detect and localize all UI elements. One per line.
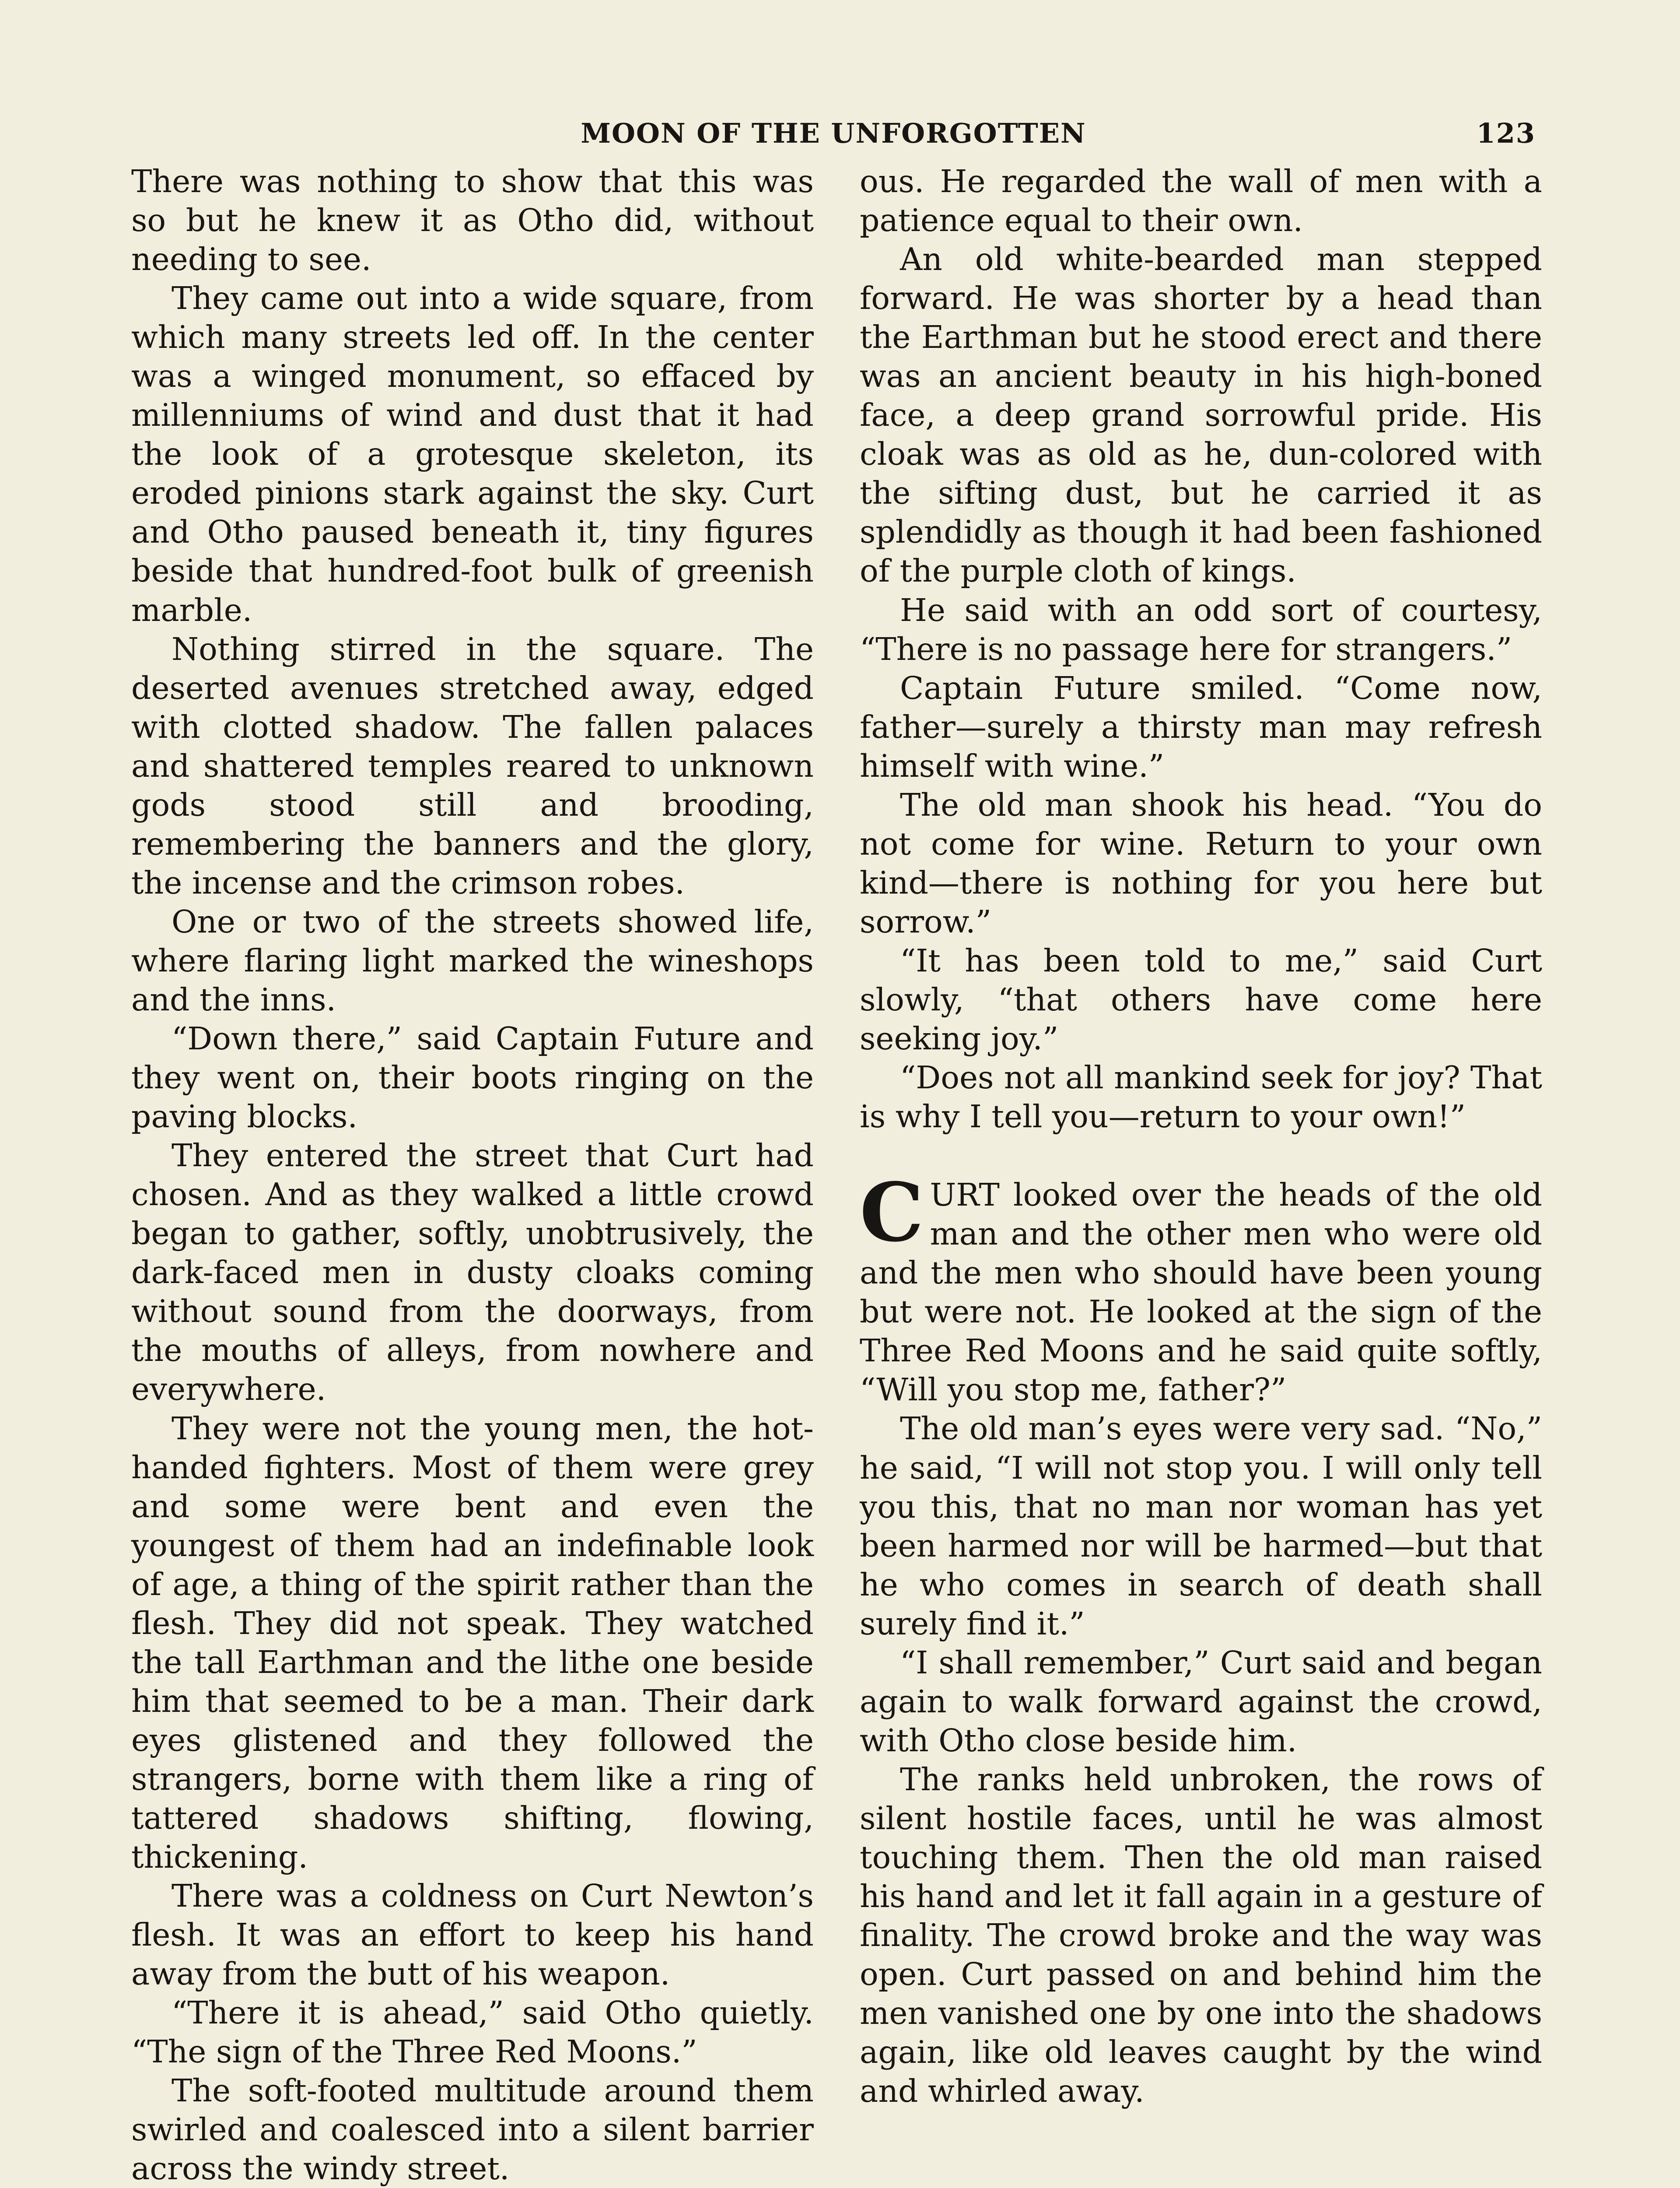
- running-header: [131, 117, 1536, 152]
- left-column: [131, 162, 814, 2188]
- paragraph: There was a coldness on Curt Newton’s flesh. It was an effort to keep his hand away from the butt of his weapon.: [131, 1878, 814, 1992]
- paragraph: Nothing stirred in the square. The deserted avenues stretched away, edged with clotted shadow. The fallen palaces and shattered temples reared to unknown gods stood still and brooding, remembering the banners and the glory, the incense and the crimson robes.: [131, 631, 814, 901]
- page-number: 123: [1476, 117, 1536, 149]
- paragraph: They entered the street that Curt had chosen. And as they walked a little crowd began to gather, softly, unobtrusively, the dark-faced men in dusty cloaks coming without sound from the doorways, from the mouths of alleys, from nowhere and everywhere.: [131, 1137, 814, 1408]
- paragraph: “Down there,” said Captain Future and they went on, their boots ringing on the paving blocks.: [131, 1020, 814, 1135]
- paragraph: They were not the young men, the hot-handed fighters. Most of them were grey and some were bent and even the youngest of them had an indefinable look of age, a thing of the spirit rather than the flesh. They did not speak. They watched the tall Earthman and the lithe one beside him that seemed to be a man. Their dark eyes glistened and they followed the strangers, borne with them like a ring of tattered shadows shifting, flowing, thickening.: [131, 1410, 814, 1876]
- paragraph: “Does not all mankind seek for joy? That is why I tell you—return to your own!”: [860, 1059, 1542, 1135]
- section-opening-paragraph: [860, 1165, 1542, 1409]
- paragraph: There was nothing to show that this was so but he knew it as Otho did, without needing to see.: [131, 163, 814, 278]
- paragraph: An old white-bearded man stepped forward. He was shorter by a head than the Earthman but he stood erect and there was an ancient beauty in his high-boned face, a deep grand sorrowful pride. His cloak was as old as he, dun-colored with the sifting dust, but he carried it as splendidly as though it had been fashioned of the purple cloth of kings.: [860, 241, 1542, 589]
- paragraph: “There it is ahead,” said Otho quietly. “The sign of the Three Red Moons.”: [131, 1995, 814, 2070]
- paragraph: The old man shook his head. “You do not come for wine. Return to your own kind—there is nothing for you here but sorrow.”: [860, 786, 1542, 940]
- paragraph: The old man’s eyes were very sad. “No,” he said, “I will not stop you. I will only tell you this, that no man nor woman has yet been harmed nor will be harmed—but that he who comes in search of death shall surely find it.”: [860, 1410, 1542, 1642]
- section-opening-text: URT looked over the heads of the old man and the other men who were old and the men who should have been young but were not. He looked at the sign of the Three Red Moons and he said quite softly, “Will you stop me, father?”: [860, 1177, 1542, 1408]
- paragraph: Captain Future smiled. “Come now, father—surely a thirsty man may refresh himself with wine.”: [860, 670, 1542, 784]
- paragraph: The ranks held unbroken, the rows of silent hostile faces, until he was almost touching them. Then the old man raised his hand and let it fall again in a gesture of finality. The crowd broke and the way was open. Curt passed on and behind him the men vanished one by one into the shadows again, like old leaves caught by the wind and whirled away.: [860, 1761, 1542, 2110]
- right-column: [860, 162, 1542, 2111]
- paragraph: “I shall remember,” Curt said and began again to walk forward against the crowd, with Otho close beside him.: [860, 1644, 1542, 1759]
- paragraph: The soft-footed multitude around them swirled and coalesced into a silent barrier across the windy street.: [131, 2072, 814, 2187]
- paragraph: ous. He regarded the wall of men with a patience equal to their own.: [860, 163, 1542, 239]
- running-title: MOON OF THE UNFORGOTTEN: [581, 117, 1086, 149]
- paragraph: “It has been told to me,” said Curt slowly, “that others have come here seeking joy.”: [860, 942, 1542, 1057]
- paragraph: He said with an odd sort of courtesy, “There is no passage here for strangers.”: [860, 592, 1542, 667]
- paragraph: They came out into a wide square, from which many streets led off. In the center was a winged monument, so effaced by millenniums of wind and dust that it had the look of a grotesque skeleton, its eroded pinions stark against the sky. Curt and Otho paused beneath it, tiny figures beside that hundred-foot bulk of greenish marble.: [131, 280, 814, 628]
- paragraph: One or two of the streets showed life, where flaring light marked the wineshops and the inns.: [131, 903, 814, 1018]
- drop-cap: C: [860, 1165, 924, 1260]
